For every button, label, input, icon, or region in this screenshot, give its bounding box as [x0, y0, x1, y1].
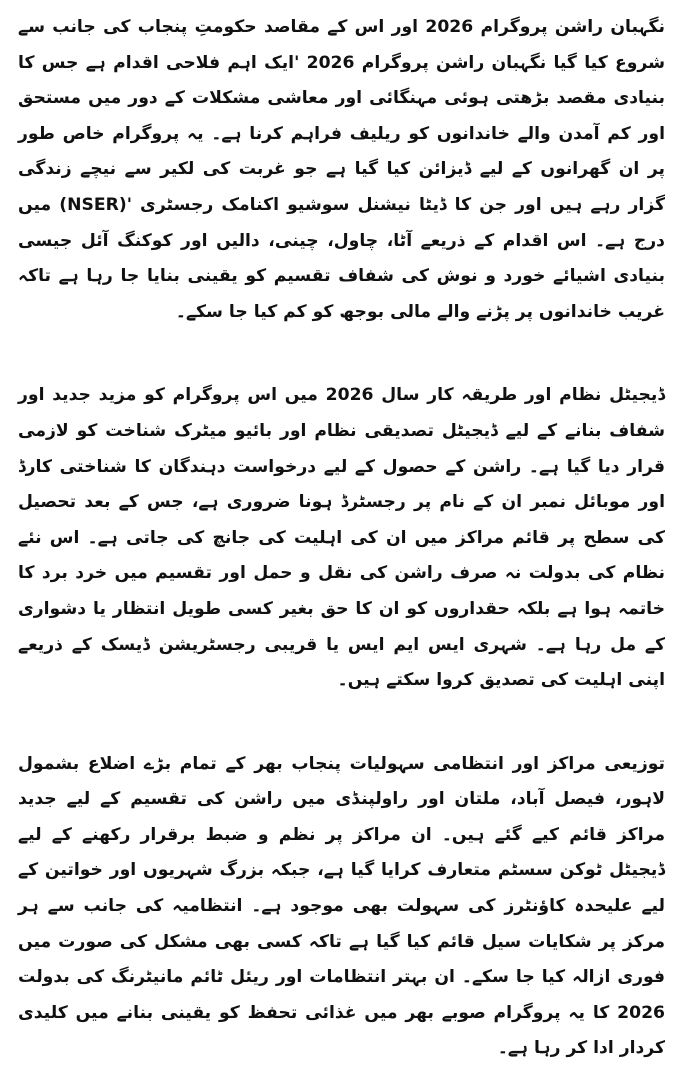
- paragraph-digital-system: ڈیجیٹل نظام اور طریقہ کار سال 2026 میں اس پروگرام کو مزید جدید اور شفاف بنانے کے لیے ڈیجیٹل تصدیقی نظام اور بائیو میٹرک شناخت کو لازمی قرار دیا گیا ہے۔ راشن کے حصول کے لیے درخواست دہندگان کا شناختی کارڈ اور موبائل نمبر ان کے نام پر رجسٹرڈ ہونا ضروری ہے، جس کے بعد تحصیل کی سطح پر قائم مراکز میں ان کی اہلیت کی جانچ کی جاتی ہے۔ اس نئے نظام کی بدولت نہ صرف راشن کی نقل و حمل اور تقسیم میں خرد برد کا خاتمہ ہوا ہے بلکہ حقداروں کو ان کا حق بغیر کسی طویل انتظار یا دشواری کے مل رہا ہے۔ شہری ایس ایم ایس یا قریبی رجسٹریشن ڈیسک کے ذریعے اپنی اہلیت کی تصدیق کروا سکتے ہیں۔: [18, 385, 666, 691]
- paragraph-distribution-centers: توزیعی مراکز اور انتظامی سہولیات پنجاب بھر کے تمام بڑے اضلاع بشمول لاہور، فیصل آباد، ملتان اور راولپنڈی میں راشن کی تقسیم کے لیے جدید مراکز قائم کیے گئے ہیں۔ ان مراکز پر نظم و ضبط برقرار رکھنے کے لیے ڈیجیٹل ٹوکن سسٹم متعارف کرایا گیا ہے، جبکہ بزرگ شہریوں اور خواتین کے لیے علیحدہ کاؤنٹرز کی سہولت بھی موجود ہے۔ انتظامیہ کی جانب سے ہر مرکز پر شکایات سیل قائم کیا گیا ہے تاکہ کسی بھی مشکل کی صورت میں فوری ازالہ کیا جا سکے۔ ان بہتر انتظامات اور ریئل ٹائم مانیٹرنگ کی بدولت 2026 کا یہ پروگرام صوبے بھر میں غذائی تحفظ کو یقینی بنانے میں کلیدی کردار ادا کر رہا ہے۔: [18, 753, 665, 1059]
- paragraph-program-overview: نگہبان راشن پروگرام 2026 اور اس کے مقاصد حکومتِ پنجاب کی جانب سے شروع کیا گیا نگہبان راشن پروگرام 2026 'ایک اہم فلاحی اقدام ہے جس کا بنیادی مقصد بڑھتی ہوئی مہنگائی اور معاشی مشکلات کے دور میں مستحق اور کم آمدن والے خاندانوں کو ریلیف فراہم کرنا ہے۔ یہ پروگرام خاص طور پر ان گھرانوں کے لیے ڈیزائن کیا گیا ہے جو غربت کی لکیر سے نیچے زندگی گزار رہے ہیں اور جن کا ڈیٹا نیشنل سوشیو اکنامک رجسٹری '(NSER) میں درج ہے۔ اس اقدام کے ذریعے آٹا، چاول، چینی، دالیں اور کوکنگ آئل جیسی بنیادی اشیائے خورد و نوش کی شفاف تقسیم کو یقینی بنایا جا رہا ہے تاکہ غریب خاندانوں پر پڑنے والے مالی بوجھ کو کم کیا جا سکے۔: [18, 17, 666, 322]
